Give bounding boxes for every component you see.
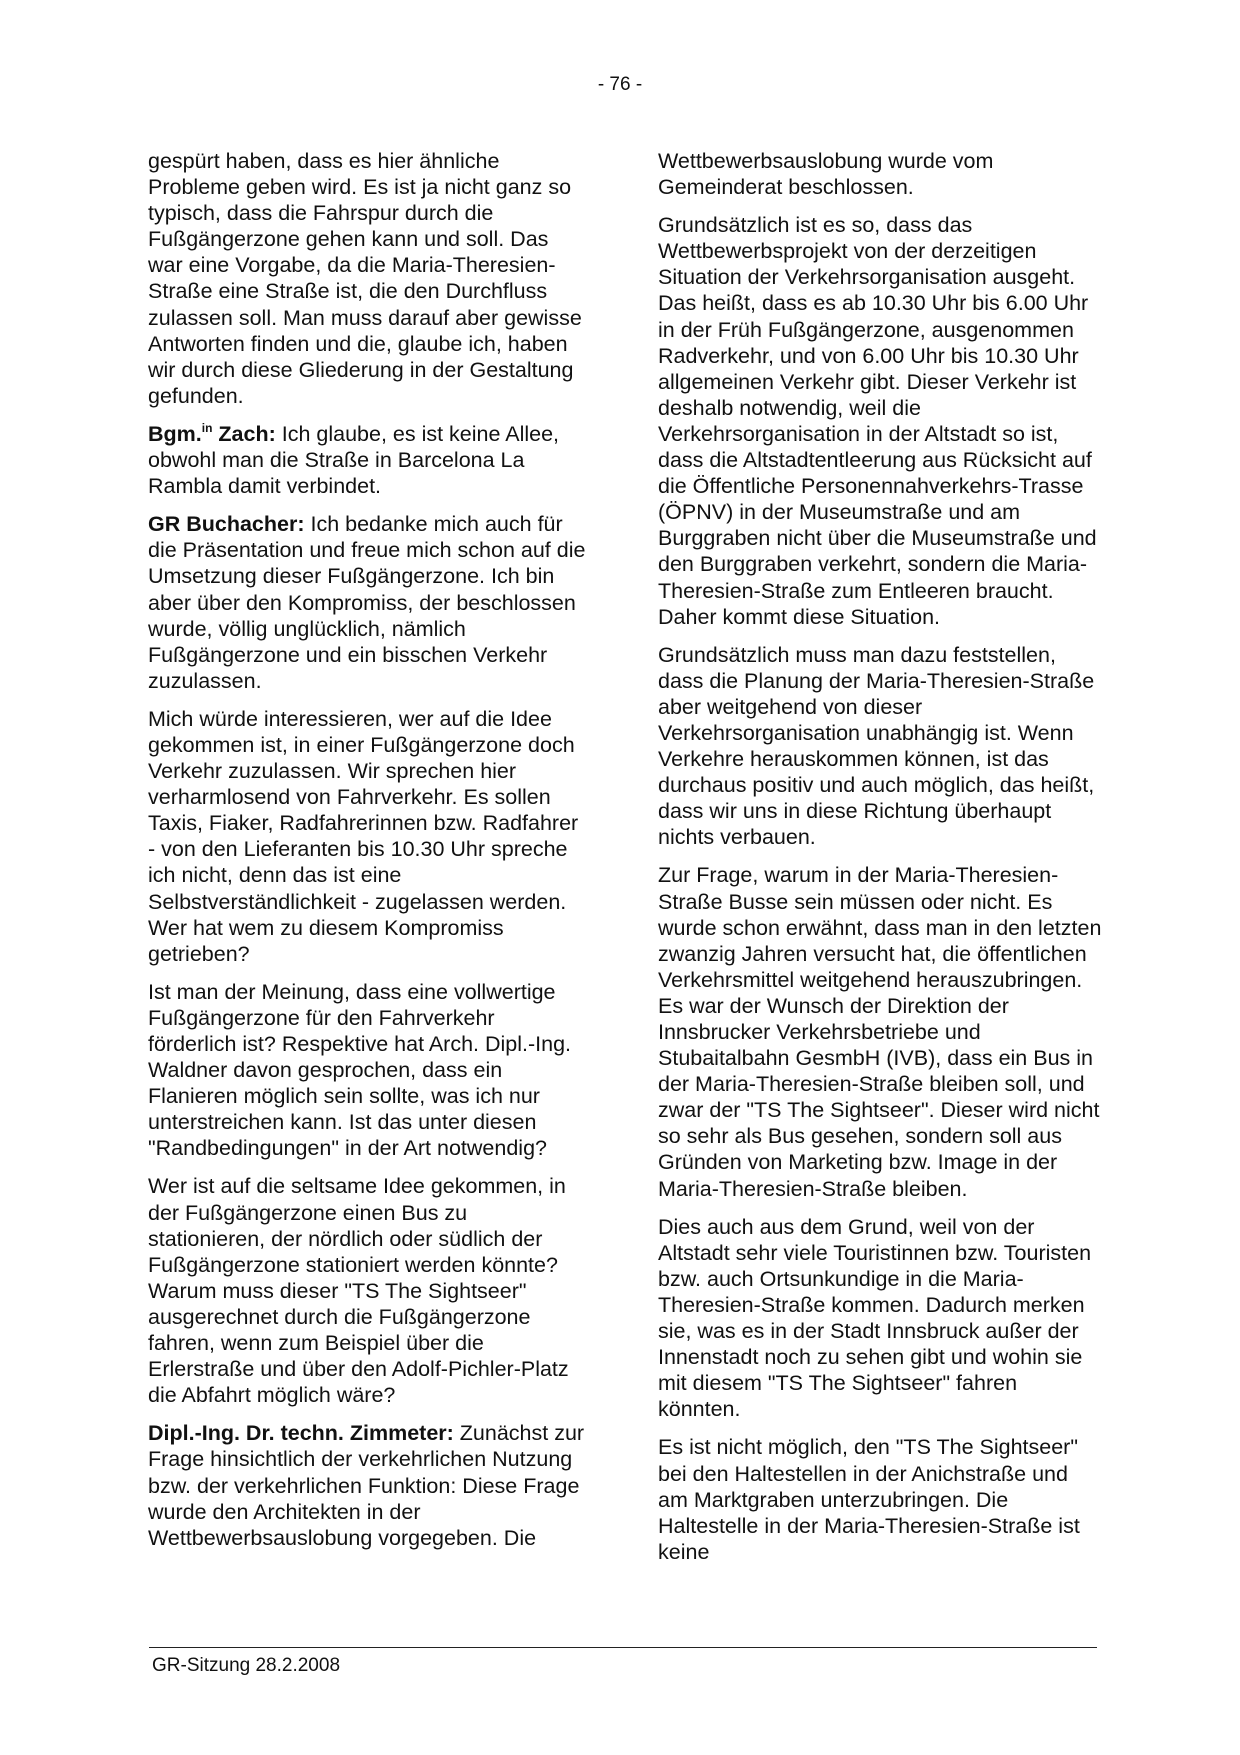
paragraph: Grundsätzlich ist es so, dass das Wettbewerbsprojekt von der derzeitigen Situation der Verkehrsorganisation ausgeht. Das heißt, dass es ab 10.30 Uhr bis 6.00 Uhr in der Früh Fußgängerzone, ausgenommen Radverkehr, und von 6.00 Uhr bis 10.30 Uhr allgemeinen Verkehr gibt. Dieser Verkehr ist deshalb notwendig, weil die Verkehrsorganisation in der Altstadt so ist, dass die Altstadtentleerung aus Rücksicht auf die Öffentliche Personennahverkehrs-Trasse (ÖPNV) in der Museumstraße und am Burggraben nicht über die Museumstraße und den Burggraben verkehrt, sondern die Maria-Theresien-Straße zum Entleeren braucht. Daher kommt diese Situation. (658, 213, 1097, 629)
paragraph: gespürt haben, dass es hier ähnliche Probleme geben wird. Es ist ja nicht ganz so typisch, dass die Fahrspur durch die Fußgängerzone gehen kann und soll. Das war eine Vorgabe, da die Maria-Theresien-Straße eine Straße ist, die den Durchfluss zulassen soll. Man muss darauf aber gewisse Antworten finden und die, glaube ich, haben wir durch diese Gliederung in der Gestaltung gefunden. (148, 149, 582, 408)
speaker-name: Bgm.$^{in}$ Zach: (148, 420, 276, 446)
footer-divider (149, 1647, 1097, 1648)
paragraph: Es ist nicht möglich, den "TS The Sightseer" bei den Haltestellen in der Anichstraße und am Marktgraben unterzubringen. Die Haltestelle in der Maria-Theresien-Straße ist keine (658, 1435, 1080, 1564)
right-column (658, 148, 1102, 1577)
paragraph: Wer ist auf die seltsame Idee gekommen, in der Fußgängerzone einen Bus zu stationieren, der nördlich oder südlich der Fußgängerzone stationiert werden könnte? Warum muss dieser "TS The Sightseer" ausgerechnet durch die Fußgängerzone fahren, wenn zum Beispiel über die Erlerstraße und über den Adolf-Pichler-Platz die Abfahrt möglich wäre? (148, 1174, 569, 1408)
footer-text: GR-Sitzung 28.2.2008 (152, 1655, 341, 1676)
paragraph: Grundsätzlich muss man dazu feststellen, dass die Planung der Maria-Theresien-Straße aber weitgehend von dieser Verkehrsorganisation unabhängig ist. Wenn Verkehre herauskommen können, ist das durchaus positiv und auch möglich, das heißt, dass wir uns in diese Richtung überhaupt nichts verbauen. (658, 642, 1095, 850)
paragraph: Wettbewerbsauslobung wurde vom Gemeinderat beschlossen. (658, 149, 994, 200)
paragraph: GR Buchacher: Ich bedanke mich auch für die Präsentation und freue mich schon auf die Umsetzung dieser Fußgängerzone. Ich bin aber über den Kompromiss, der beschlossen wurde, völlig unglücklich, nämlich Fußgängerzone und ein bisschen Verkehr zuzulassen. (148, 512, 586, 693)
speaker-name: GR Buchacher: (148, 512, 305, 537)
paragraph: Ist man der Meinung, dass eine vollwertige Fußgängerzone für den Fahrverkehr förderlich ist? Respektive hat Arch. Dipl.-Ing. Waldner davon gesprochen, dass ein Flanieren möglich sein sollte, was ich nur unterstreichen kann. Ist das unter diesen "Randbedingungen" in der Art notwendig? (148, 979, 572, 1161)
speaker-name: Dipl.-Ing. Dr. techn. Zimmeter: (148, 1421, 454, 1446)
paragraph: Mich würde interessieren, wer auf die Idee gekommen ist, in einer Fußgängerzone doch Verkehr zuzulassen. Wir sprechen hier verharmlosend von Fahrverkehr. Es sollen Taxis, Fiaker, Radfahrerinnen bzw. Radfahrer - von den Lieferanten bis 10.30 Uhr spreche ich nicht, denn das ist eine Selbstverständlichkeit - zugelassen werden. Wer hat wem zu diesem Kompromiss getrieben? (148, 706, 579, 966)
page-number: - 76 - (597, 74, 643, 95)
paragraph: Zur Frage, warum in der Maria-Theresien-Straße Busse sein müssen oder nicht. Es wurde schon erwähnt, dass man in den letzten zwanzig Jahren versucht hat, die öffentlichen Verkehrsmittel weitgehend herauszubringen. Es war der Wunsch der Direktion der Innsbrucker Verkehrsbetriebe und Stubaitalbahn GesmbH (IVB), dass ein Bus in der Maria-Theresien-Straße bleiben soll, und zwar der "TS The Sightseer". Dieser wird nicht so sehr als Bus gesehen, sondern soll aus Gründen von Marketing bzw. Image in der Maria-Theresien-Straße bleiben. (658, 863, 1102, 1201)
left-column (148, 148, 588, 1563)
paragraph: Dipl.-Ing. Dr. techn. Zimmeter: Zunächst zur Frage hinsichtlich der verkehrlichen Nutzung bzw. der verkehrlichen Funktion: Diese Frage wurde den Architekten in der Wettbewerbsauslobung vorgegeben. Die (148, 1421, 585, 1550)
paragraph: Bgm.$^{in}$ Zach: Ich glaube, es ist keine Allee, obwohl man die Straße in Barcelona La Rambla damit verbindet. (148, 420, 560, 499)
paragraph: Dies auch aus dem Grund, weil von der Altstadt sehr viele Touristinnen bzw. Touristen bzw. auch Ortsunkundige in die Maria-Theresien-Straße kommen. Dadurch merken sie, was es in der Stadt Innsbruck außer der Innenstadt noch zu sehen gibt und wohin sie mit diesem "TS The Sightseer" fahren könnten. (658, 1214, 1092, 1422)
